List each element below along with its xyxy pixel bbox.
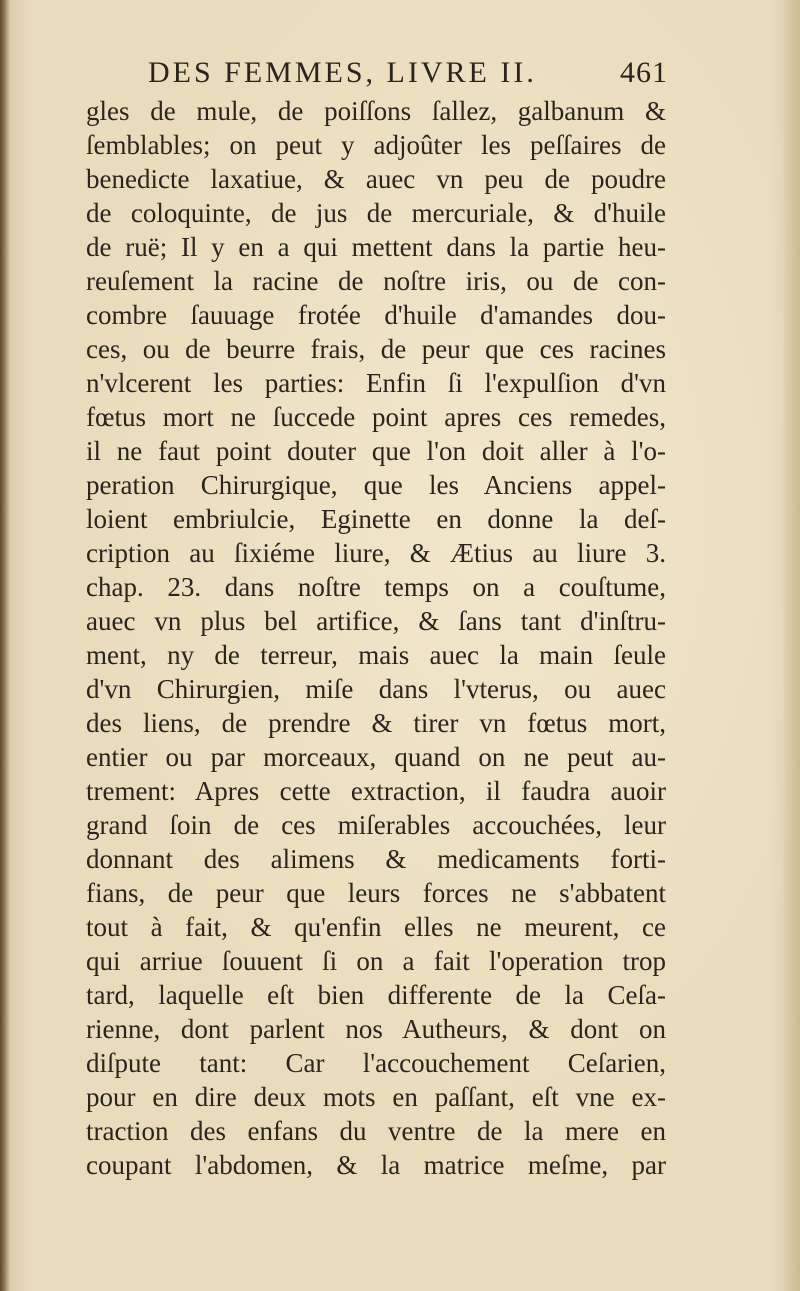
- text-line: tout à fait, & qu'enfin elles ne meurent, ce: [86, 912, 666, 942]
- text-line: trement: Apres cette extraction, il faudra auoir: [86, 776, 666, 806]
- text-line: diſpute tant: Car l'accouchement Ceſarien,: [86, 1048, 666, 1078]
- text-line: des liens, de prendre & tirer vn fœtus mort,: [86, 708, 666, 738]
- text-line: benedicte laxatiue, & auec vn peu de poudre: [86, 164, 666, 194]
- text-line: peration Chirurgique, que les Anciens appel-: [86, 470, 666, 500]
- text-line: grand ſoin de ces miſerables accouchées, leur: [86, 810, 666, 840]
- page-edge: [782, 0, 800, 1291]
- text-line: pour en dire deux mots en paſſant, eſt vne ex-: [86, 1082, 666, 1112]
- text-line: tard, laquelle eſt bien differente de la Ceſa-: [86, 980, 666, 1010]
- text-line: coupant l'abdomen, & la matrice meſme, par: [86, 1150, 666, 1180]
- text-line: qui arriue ſouuent ſi on a fait l'operation trop: [86, 946, 666, 976]
- text-line: ment, ny de terreur, mais auec la main ſeule: [86, 640, 666, 670]
- page-header: [148, 56, 668, 96]
- text-line: rienne, dont parlent nos Autheurs, & dont on: [86, 1014, 666, 1044]
- text-line: n'vlcerent les parties: Enfin ſi l'expulſion d'vn: [86, 368, 666, 398]
- text-line: entier ou par morceaux, quand on ne peut au-: [86, 742, 666, 772]
- text-line: fœtus mort ne ſuccede point apres ces remedes,: [86, 402, 666, 432]
- text-line: chap. 23. dans noſtre temps on a couſtume,: [86, 572, 666, 602]
- text-line: donnant des alimens & medicaments forti-: [86, 844, 666, 874]
- body-text: [86, 94, 666, 1182]
- text-line: reuſement la racine de noſtre iris, ou de con-: [86, 266, 666, 296]
- text-line: il ne faut point douter que l'on doit aller à l'o-: [86, 436, 666, 466]
- text-line: fians, de peur que leurs forces ne s'abbatent: [86, 878, 666, 908]
- text-line: loient embriulcie, Eginette en donne la deſ-: [86, 504, 666, 534]
- text-line: d'vn Chirurgien, miſe dans l'vterus, ou auec: [86, 674, 666, 704]
- text-line: de ruë; Il y en a qui mettent dans la partie heu-: [86, 232, 666, 262]
- text-line: auec vn plus bel artifice, & ſans tant d'inſtru-: [86, 606, 666, 636]
- text-line: gles de mule, de poiſſons ſallez, galbanum &: [86, 96, 666, 126]
- text-line: ſemblables; on peut y adjoûter les peſſaires de: [86, 130, 666, 160]
- text-line: ces, ou de beurre frais, de peur que ces racines: [86, 334, 666, 364]
- running-head: DES FEMMES, LIVRE II.: [148, 56, 537, 89]
- binding-edge: [0, 0, 10, 1291]
- text-line: combre ſauuage frotée d'huile d'amandes dou-: [86, 300, 666, 330]
- text-line: traction des enfans du ventre de la mere en: [86, 1116, 666, 1146]
- text-line: cription au ſixiéme liure, & Ætius au liure 3.: [86, 538, 666, 568]
- text-line: de coloquinte, de jus de mercuriale, & d'huile: [86, 198, 666, 228]
- page-number: 461: [620, 56, 668, 89]
